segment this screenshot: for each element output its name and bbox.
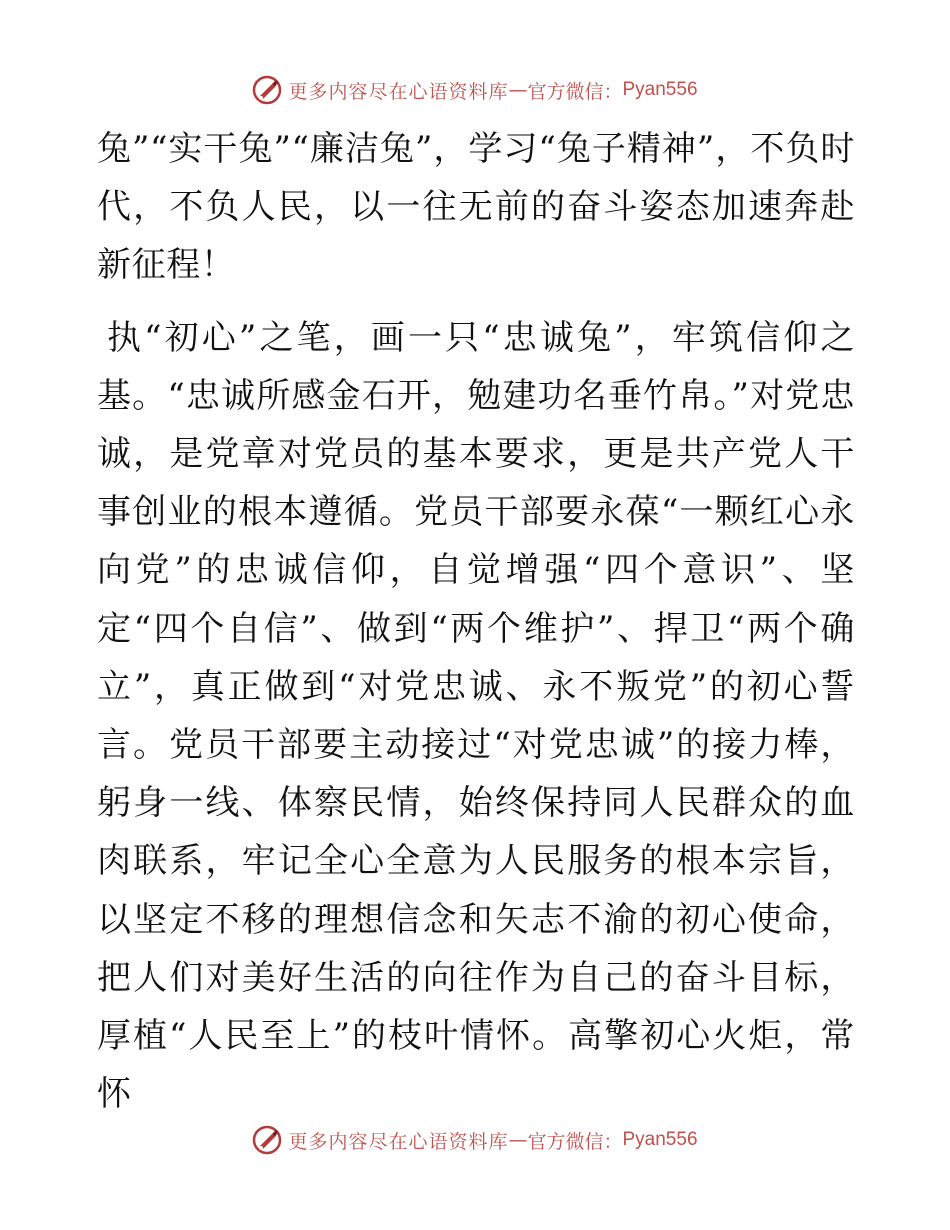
footer-site-text: 更多内容尽在心语资料库	[288, 1130, 509, 1153]
footer-separator: —	[508, 1129, 528, 1151]
footer-wechat-label: 官方微信：	[527, 1130, 623, 1153]
header-site-text: 更多内容尽在心语资料库	[288, 80, 509, 103]
pen-logo-icon	[252, 75, 282, 105]
paragraph-1: 兔”“实干兔”“廉洁兔”，学习“兔子精神”，不负时代，不负人民，以一往无前的奋斗姿态加速奔赴新征程！	[97, 129, 855, 286]
paragraph-2: 执“初心”之笔，画一只“忠诚兔”，牢筑信仰之基。“忠诚所感金石开，勉建功名垂竹帛。”对党忠诚，是党章对党员的基本要求，更是共产党人干事创业的根本遵循。党员干部要永葆“一颗红心永向党”的忠诚信仰，自觉增强“四个意识”、坚定“四个自信”、做到“两个维护”、捍卫“两个确立”，真正做到“对党忠诚、永不叛党”的初心誓言。党员干部要主动接过“对党忠诚”的接力棒，躬身一线、体察民情，始终保持同人民群众的血肉联系，牢记全心全意为人民服务的根本宗旨，以坚定不移的理想信念和矢志不渝的初心使命，把人们对美好生活的向往作为自己的奋斗目标，厚植“人民至上”的枝叶情怀。高擎初心火炬，常怀	[97, 317, 855, 1115]
footer-banner	[0, 1120, 950, 1160]
header-wechat-label: 官方微信：	[527, 80, 623, 103]
document-body	[97, 120, 855, 1123]
header-separator: —	[508, 79, 528, 101]
header-wechat-id: Pyan556	[622, 79, 698, 100]
pen-logo-icon	[252, 1125, 282, 1155]
footer-wechat-id: Pyan556	[622, 1129, 698, 1150]
header-banner	[0, 70, 950, 110]
